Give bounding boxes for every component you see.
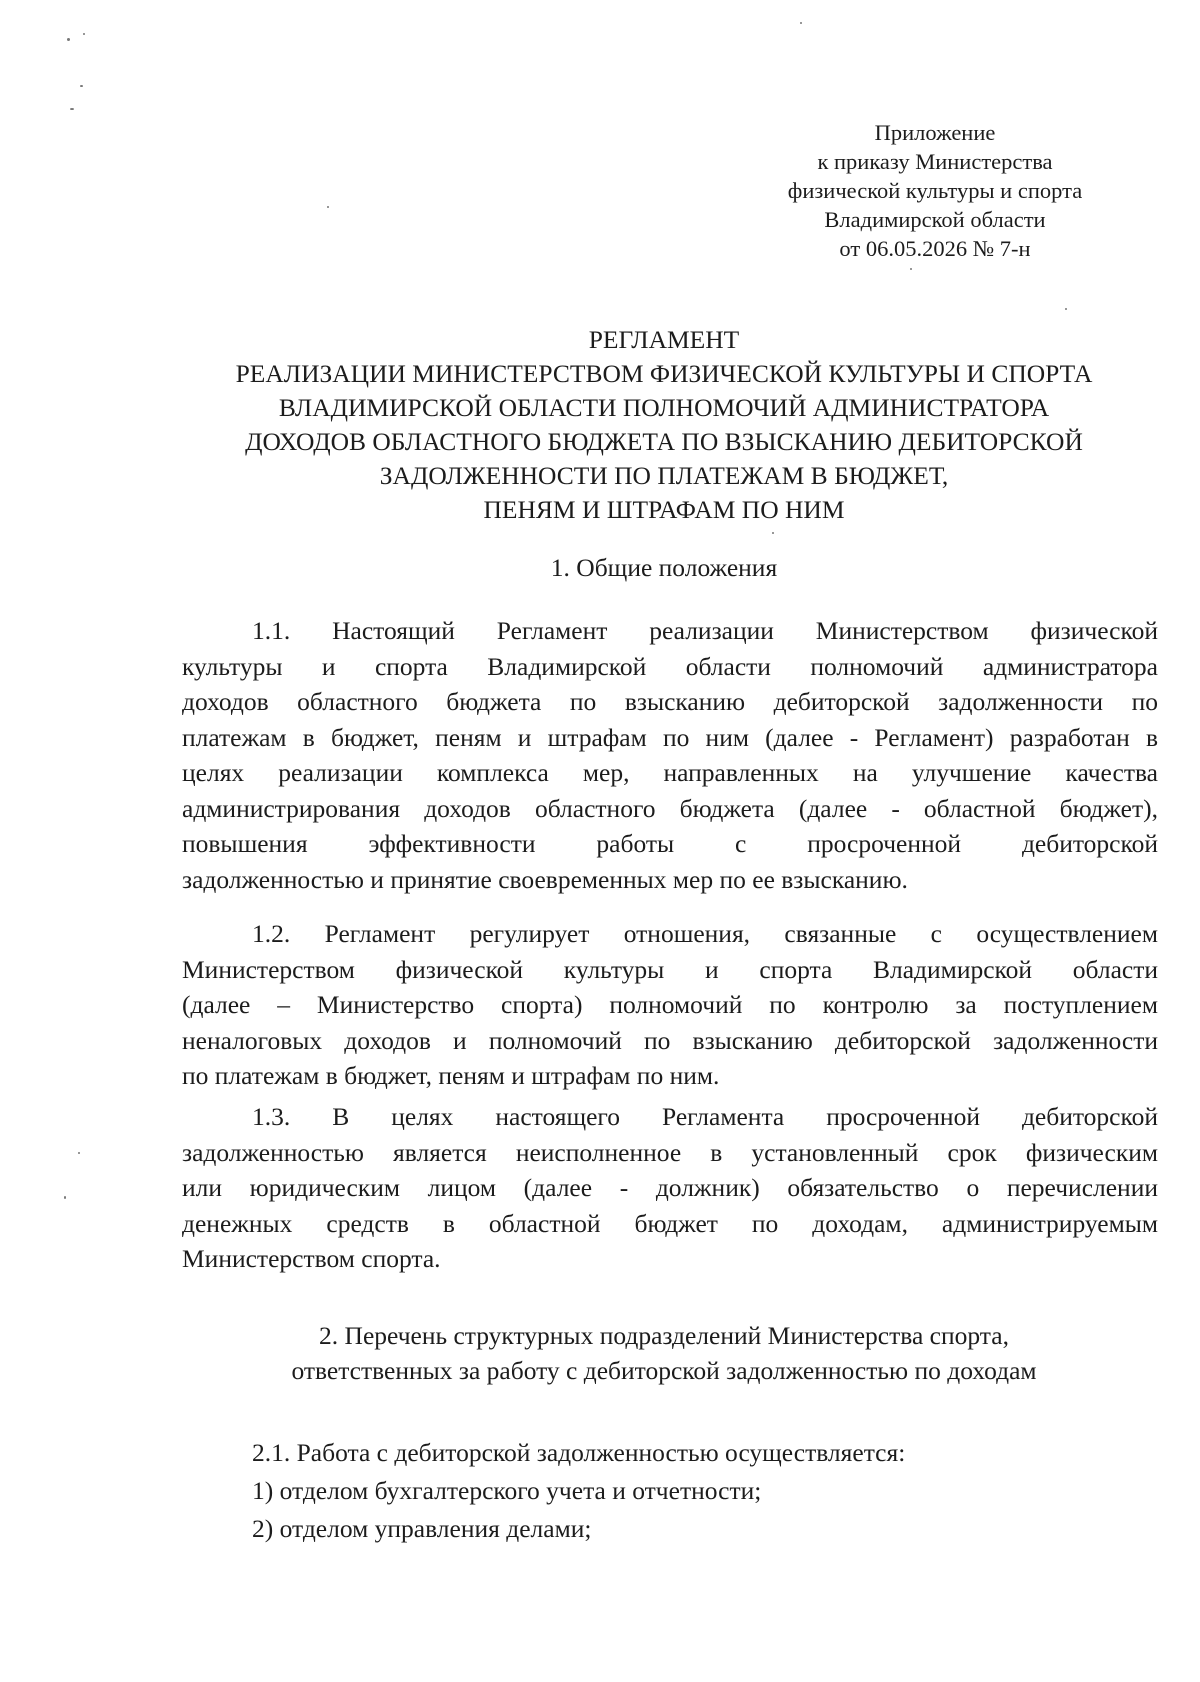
annex-date-number: от 06.05.2026 № 7-н [839, 236, 1031, 261]
annex-ministry-name: физической культуры и спорта [787, 178, 1083, 203]
scan-speck [1065, 308, 1067, 310]
scan-speck [70, 108, 74, 110]
section-2-heading-line-1: 2. Перечень структурных подразделений Министерства спорта, [319, 1321, 1009, 1350]
paragraph-line: по платежам в бюджет, пеням и штрафам по ним. [182, 1061, 720, 1090]
paragraph-line: культуры и спорта Владимирской области полномочий администратора [182, 651, 1158, 681]
paragraph-line: администрирования доходов областного бюджета (далее - областной бюджет), [182, 793, 1158, 823]
annex-title: Приложение [874, 120, 996, 145]
paragraph-line: Министерством спорта. [182, 1244, 441, 1273]
paragraph-line: или юридическим лицом (далее - должник) обязательство о перечислении [182, 1173, 1158, 1202]
paragraph-line: 1.1. Настоящий Регламент реализации Министерством физической [252, 616, 1158, 645]
scan-speck [327, 206, 329, 208]
title-line-4: ДОХОДОВ ОБЛАСТНОГО БЮДЖЕТА ПО ВЗЫСКАНИЮ ДЕБИТОРСКОЙ [245, 427, 1083, 456]
scan-speck [64, 1196, 66, 1199]
title-line-3: ВЛАДИМИРСКОЙ ОБЛАСТИ ПОЛНОМОЧИЙ АДМИНИСТРАТОРА [278, 393, 1050, 422]
scan-speck [80, 85, 83, 87]
section-2-list [252, 1434, 1152, 1548]
scan-speck [78, 1152, 80, 1154]
paragraph-line: целях реализации комплекса мер, направленных на улучшение качества [182, 758, 1158, 787]
scan-speck [67, 38, 70, 41]
scan-speck [83, 33, 85, 35]
title-line-6: ПЕНЯМ И ШТРАФАМ ПО НИМ [483, 495, 845, 524]
section-2-heading [170, 1318, 1158, 1388]
annex-order-reference: к приказу Министерства [817, 149, 1053, 174]
section-1-heading [170, 550, 1158, 585]
annex-region: Владимирской области [824, 207, 1046, 232]
section-2-heading-line-2: ответственных за работу с дебиторской задолженностью по доходам [291, 1356, 1037, 1385]
paragraph-line: задолженностью является неисполненное в установленный срок физическим [182, 1137, 1158, 1167]
list-item: 1) отделом бухгалтерского учета и отчетности; [252, 1476, 762, 1505]
title-line-2: РЕАЛИЗАЦИИ МИНИСТЕРСТВОМ ФИЗИЧЕСКОЙ КУЛЬТУРЫ И СПОРТА [235, 359, 1093, 388]
paragraph-2-1: 2.1. Работа с дебиторской задолженностью осуществляется: [252, 1438, 906, 1467]
paragraph-line: неналоговых доходов и полномочий по взысканию дебиторской задолженности [182, 1025, 1158, 1055]
paragraph-line: 1.3. В целях настоящего Регламента просроченной дебиторской [252, 1102, 1158, 1131]
annex-block [760, 118, 1110, 263]
paragraph-line: 1.2. Регламент регулирует отношения, связанные с осуществлением [252, 919, 1158, 948]
paragraph-line: платежам в бюджет, пеням и штрафам по ним (далее - Регламент) разработан в [182, 722, 1158, 752]
scan-speck [800, 22, 802, 24]
paragraph-line: повышения эффективности работы с просроченной дебиторской [182, 829, 1158, 858]
paragraph-line: Министерством физической культуры и спорта Владимирской области [182, 954, 1158, 984]
list-item: 2) отделом управления делами; [252, 1514, 592, 1543]
scan-speck [772, 532, 774, 534]
title-line-5: ЗАДОЛЖЕННОСТИ ПО ПЛАТЕЖАМ В БЮДЖЕТ, [379, 461, 949, 490]
paragraph-line: доходов областного бюджета по взысканию дебиторской задолженности по [182, 687, 1158, 716]
document-title [170, 323, 1158, 527]
paragraph-1-3 [182, 1099, 1158, 1277]
title-line-1: РЕГЛАМЕНТ [588, 325, 740, 354]
paragraph-line: денежных средств в областной бюджет по доходам, администрируемым [182, 1208, 1158, 1238]
paragraph-line: задолженностью и принятие своевременных мер по ее взысканию. [182, 864, 908, 894]
paragraph-1-1 [182, 613, 1158, 897]
section-1-heading-text: 1. Общие положения [550, 553, 778, 582]
paragraph-1-2 [182, 916, 1158, 1094]
paragraph-line: (далее – Министерство спорта) полномочий по контролю за поступлением [182, 990, 1158, 1019]
scan-speck [910, 268, 912, 270]
